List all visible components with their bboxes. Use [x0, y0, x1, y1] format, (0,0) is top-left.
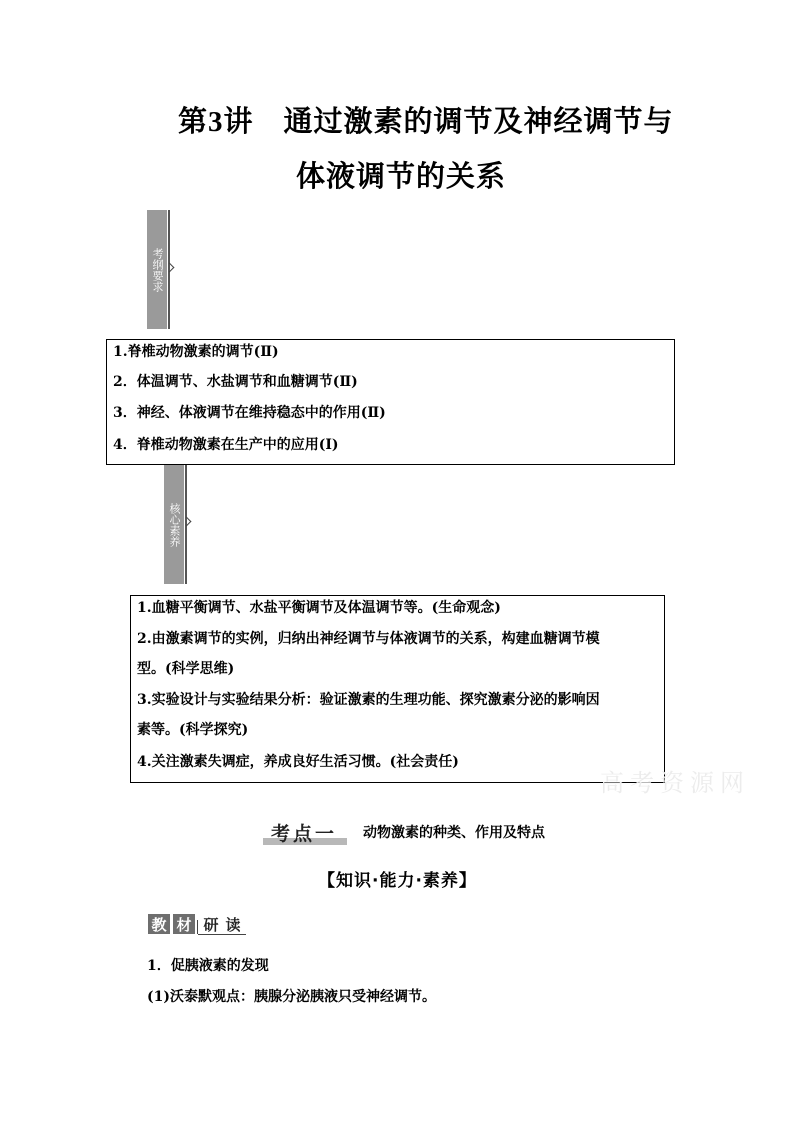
title-number: 3	[208, 106, 224, 138]
study-tag	[148, 912, 258, 938]
core-literacy-line: 4.关注激素失调症，养成良好生活习惯。(社会责任)	[137, 754, 459, 770]
core-literacy-tab: 核心素养	[164, 465, 184, 584]
kaodian-badge: 考点一	[271, 823, 338, 845]
core-literacy-box	[130, 595, 665, 783]
core-literacy-line: 型。(科学思维)	[137, 661, 235, 677]
title-rest: 讲 通过激素的调节及神经调节与	[223, 104, 674, 138]
page-title-line2: 体液调节的关系	[296, 159, 507, 193]
requirement-item: 4．脊椎动物激素在生产中的应用(Ⅰ)	[113, 437, 339, 453]
watermark: 高考资源网	[600, 769, 750, 797]
core-literacy-line: 3.实验设计与实验结果分析：验证激素的生理功能、探究激素分泌的影响因	[137, 692, 600, 708]
study-tag-char: 教	[148, 914, 170, 934]
title-prefix: 第	[178, 104, 209, 138]
requirement-item: 2．体温调节、水盐调节和血糖调节(Ⅱ)	[113, 374, 358, 390]
study-tag-divider	[197, 920, 198, 934]
core-literacy-line: 素等。(科学探究)	[137, 722, 249, 738]
body-subitem: (1)沃泰默观点：胰腺分泌胰液只受神经调节。	[147, 989, 436, 1005]
requirement-item: 1.脊椎动物激素的调节(Ⅱ)	[113, 344, 279, 360]
requirements-tab: 考纲要求	[147, 210, 167, 329]
requirements-box	[106, 339, 675, 465]
requirement-item: 3．神经、体液调节在维持稳态中的作用(Ⅱ)	[113, 405, 386, 421]
knowledge-heading: 【知识·能力·素养】	[318, 871, 477, 891]
kaodian-title: 动物激素的种类、作用及特点	[363, 825, 545, 841]
core-literacy-line: 1.血糖平衡调节、水盐平衡调节及体温调节等。(生命观念)	[137, 600, 501, 616]
study-tag-char: 研	[203, 915, 219, 934]
study-tag-char: 材	[173, 914, 195, 934]
core-literacy-line: 2.由激素调节的实例，归纳出神经调节与体液调节的关系，构建血糖调节模	[137, 631, 600, 647]
study-tag-underline	[198, 934, 246, 935]
body-item: 1．促胰液素的发现	[147, 958, 269, 974]
study-tag-char: 读	[225, 915, 241, 934]
page-title-line1	[178, 99, 674, 140]
